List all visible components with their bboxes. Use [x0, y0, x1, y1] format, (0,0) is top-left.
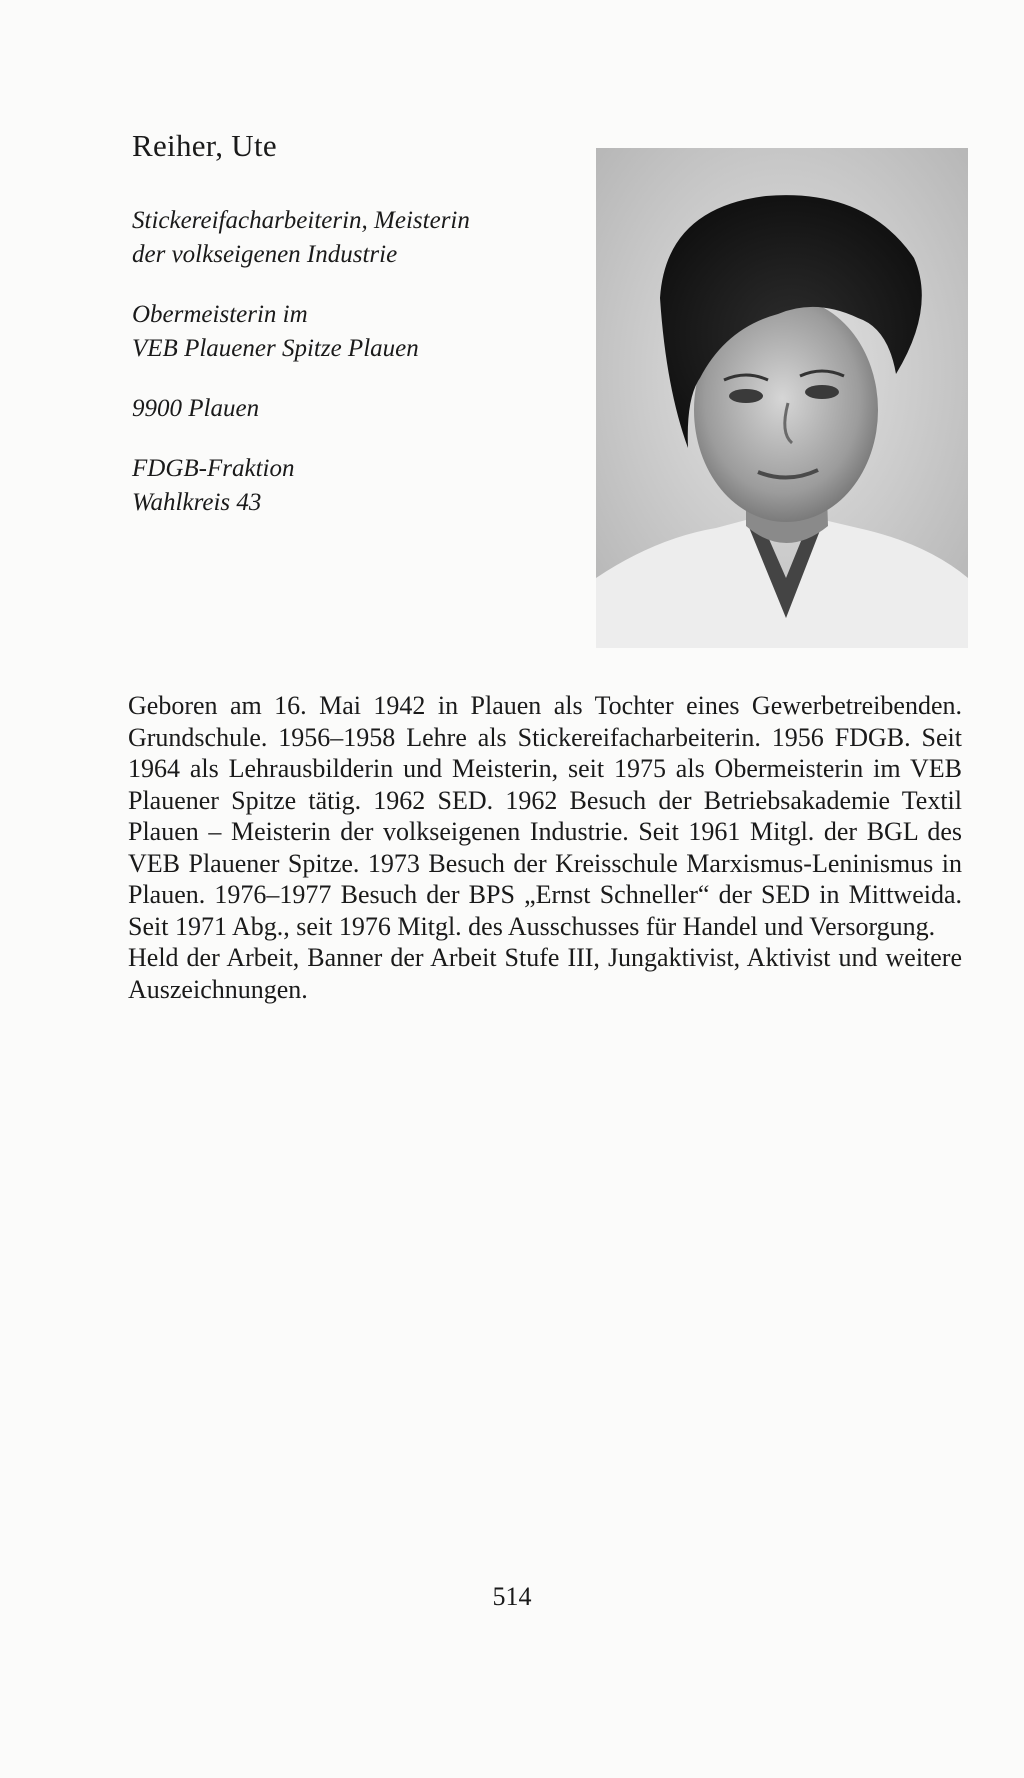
faction-line: FDGB-Fraktion — [132, 455, 295, 482]
faction-block — [132, 452, 572, 520]
location-line: 9900 Plauen — [132, 395, 260, 422]
entry-meta — [132, 204, 572, 546]
portrait-photo-icon — [596, 148, 968, 648]
profession-line: Stickereifacharbeiterin, Meisterin — [132, 207, 470, 234]
position-block — [132, 298, 572, 366]
page-number: 514 — [492, 1582, 532, 1611]
portrait-photo — [596, 148, 968, 648]
profession-line: der volkseigenen Industrie — [132, 241, 398, 268]
position-line: VEB Plauener Spitze Plauen — [132, 335, 419, 362]
biography — [128, 690, 962, 1005]
profession-block — [132, 204, 572, 272]
biography-paragraph: Geboren am 16. Mai 1942 in Plauen als Tochter eines Gewerbetreibenden. Grundschule. 1956–1958 Lehre als Stickereifacharbeiterin. 1956 FDGB. Seit 1964 als Lehrausbilderin und Meisterin, seit 1975 als Obermeisterin im VEB Plauener Spitze tätig. 1962 SED. 1962 Besuch der Betriebsakademie Textil Plauen – Meisterin der volkseigenen Industrie. Seit 1961 Mitgl. der BGL des VEB Plauener Spitze. 1973 Besuch der Kreisschule Marxismus-Leninismus in Plauen. 1976–1977 Besuch der BPS „Ernst Schneller“ der SED in Mittweida. Seit 1971 Abg., seit 1976 Mitgl. des Ausschusses für Handel und Versorgung. — [128, 691, 962, 941]
location-block — [132, 392, 572, 426]
position-line: Obermeisterin im — [132, 301, 308, 328]
entry-name: Reiher, Ute — [132, 128, 277, 163]
constituency-line: Wahlkreis 43 — [132, 489, 262, 516]
awards-paragraph: Held der Arbeit, Banner der Arbeit Stufe III, Jungaktivist, Aktivist und weitere Auszeichnungen. — [128, 943, 962, 1004]
